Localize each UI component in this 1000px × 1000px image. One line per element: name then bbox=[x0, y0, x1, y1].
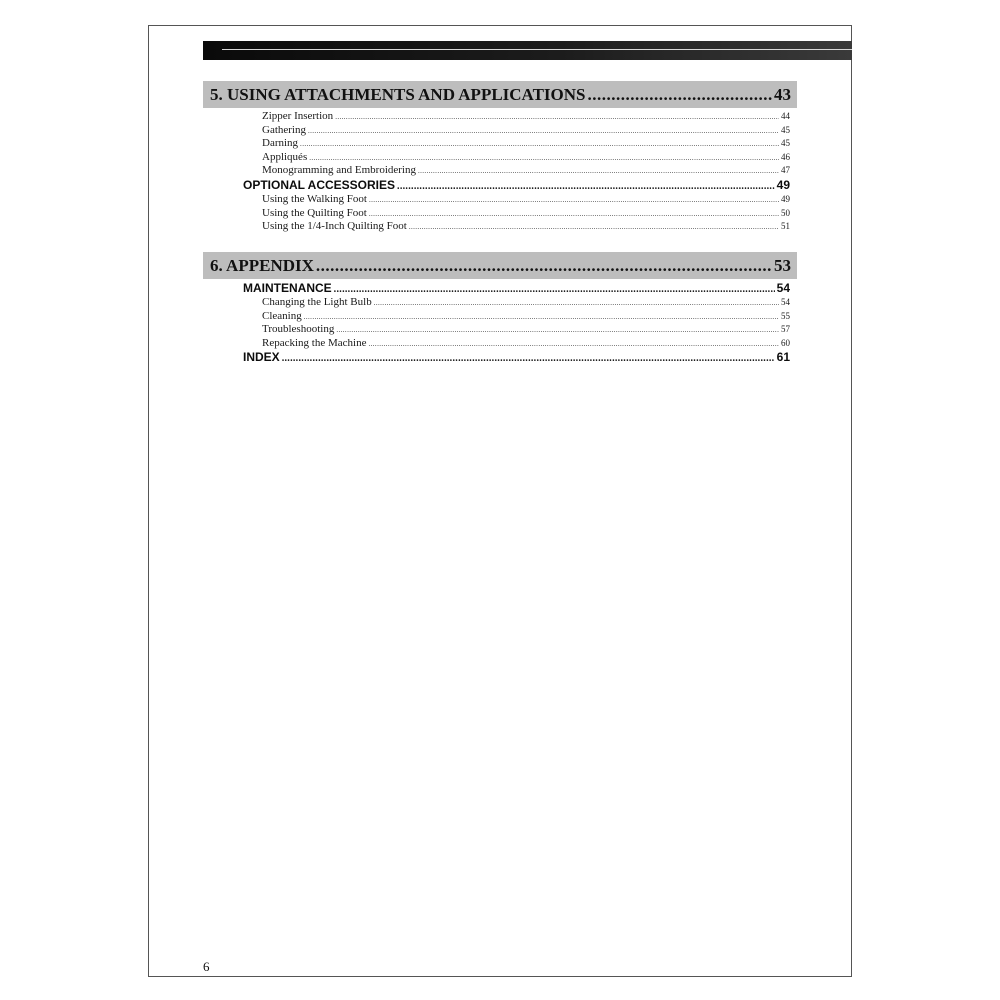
dot-leader bbox=[309, 152, 779, 166]
toc-section-appendix bbox=[203, 252, 797, 365]
dot-leader bbox=[334, 282, 775, 297]
toc-entry-page: 54 bbox=[781, 297, 790, 307]
dot-leader bbox=[316, 256, 772, 276]
dot-leader bbox=[369, 208, 779, 222]
toc-entry-page: 55 bbox=[781, 310, 790, 321]
section-heading bbox=[203, 252, 797, 279]
toc-entry-page: 51 bbox=[781, 221, 790, 232]
section-title: 5. USING ATTACHMENTS AND APPLICATIONS bbox=[210, 84, 586, 104]
dot-leader bbox=[374, 297, 779, 311]
section-title: 6. APPENDIX bbox=[210, 255, 314, 275]
dot-leader bbox=[587, 85, 772, 105]
toc-entry bbox=[203, 110, 797, 124]
section-heading bbox=[203, 81, 797, 108]
toc-entry bbox=[203, 207, 797, 221]
toc-subheading bbox=[203, 281, 797, 296]
toc-entry bbox=[203, 137, 797, 151]
toc-entry-label: Darning bbox=[262, 137, 299, 150]
toc-entry bbox=[203, 220, 797, 234]
toc-subheading bbox=[203, 350, 797, 365]
toc-entry bbox=[203, 164, 797, 178]
toc-entry-label: Repacking the Machine bbox=[262, 336, 367, 349]
toc-subheading-page: 49 bbox=[776, 177, 790, 192]
toc-entry-label: Using the Quilting Foot bbox=[262, 206, 367, 219]
dot-leader bbox=[336, 324, 779, 338]
header-bar bbox=[203, 41, 852, 60]
toc-entries bbox=[203, 281, 797, 365]
toc-entry-page: 60 bbox=[781, 337, 790, 348]
toc-entry-page: 50 bbox=[781, 207, 790, 218]
dot-leader bbox=[282, 351, 775, 366]
toc-section-attachments bbox=[203, 81, 797, 234]
toc-entry-page: 47 bbox=[781, 165, 790, 176]
dot-leader bbox=[308, 125, 779, 139]
toc-entry-page: 49 bbox=[781, 193, 790, 204]
toc-subheading-page: 61 bbox=[776, 350, 790, 365]
toc-entry-label: Using the Walking Foot bbox=[262, 192, 367, 205]
toc-subheading-label: MAINTENANCE bbox=[243, 281, 332, 295]
toc-subheading bbox=[203, 178, 797, 193]
page-number: 6 bbox=[203, 959, 210, 974]
dot-leader bbox=[368, 338, 779, 352]
toc-entry-label: Changing the Light Bulb bbox=[262, 296, 372, 308]
toc-entry-label: Monogramming and Embroidering bbox=[262, 164, 416, 177]
dot-leader bbox=[418, 165, 779, 179]
toc-entry-label: Appliqués bbox=[262, 150, 308, 163]
toc-entry-page: 45 bbox=[781, 138, 790, 149]
dot-leader bbox=[304, 311, 779, 325]
section-page-number: 53 bbox=[774, 255, 791, 275]
dot-leader bbox=[369, 194, 779, 208]
header-rule bbox=[222, 49, 852, 50]
toc-entry bbox=[203, 337, 797, 351]
toc-entry-label: Zipper Insertion bbox=[262, 110, 334, 122]
toc-entry-page: 45 bbox=[781, 124, 790, 135]
toc-entry bbox=[203, 310, 797, 324]
toc-entry-page: 44 bbox=[781, 111, 790, 121]
toc-subheading-label: INDEX bbox=[243, 350, 280, 365]
toc-entry bbox=[203, 323, 797, 337]
toc-entry-page: 46 bbox=[781, 151, 790, 162]
toc-entry-page: 57 bbox=[781, 324, 790, 335]
toc-entry-label: Gathering bbox=[262, 123, 306, 136]
toc-entry bbox=[203, 296, 797, 310]
toc-entry bbox=[203, 124, 797, 138]
dot-leader bbox=[409, 221, 779, 235]
toc-entry-label: Using the 1/4-Inch Quilting Foot bbox=[262, 220, 407, 233]
toc-entry bbox=[203, 193, 797, 207]
dot-leader bbox=[397, 179, 775, 194]
toc-subheading-label: OPTIONAL ACCESSORIES bbox=[243, 177, 396, 192]
toc-entry bbox=[203, 151, 797, 165]
dot-leader bbox=[335, 111, 779, 125]
section-page-number: 43 bbox=[774, 84, 791, 104]
toc-entries bbox=[203, 110, 797, 234]
toc-entry-label: Cleaning bbox=[262, 309, 302, 322]
dot-leader bbox=[300, 138, 779, 152]
toc-subheading-page: 54 bbox=[776, 281, 790, 295]
toc-entry-label: Troubleshooting bbox=[262, 323, 335, 336]
